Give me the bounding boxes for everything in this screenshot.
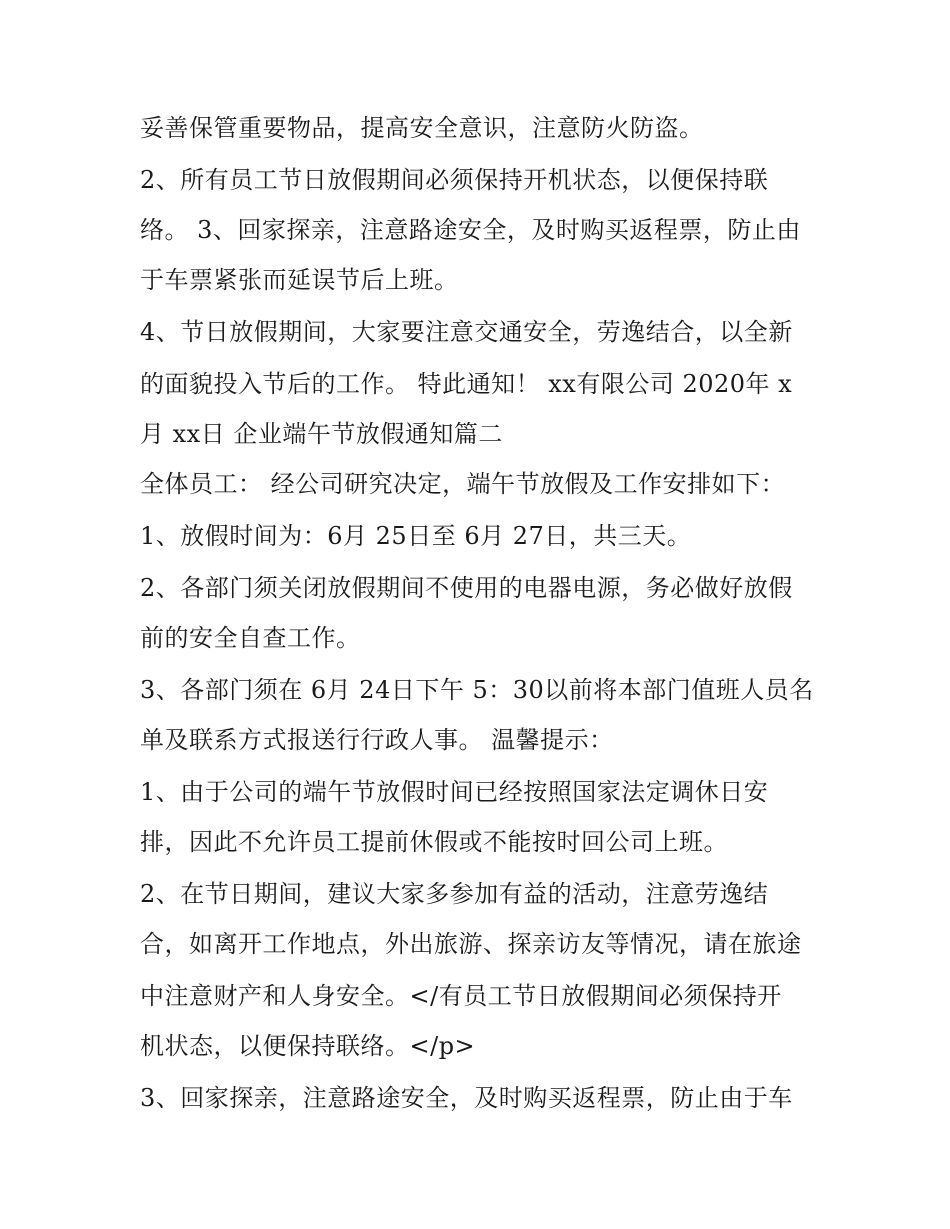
text-line: 全体员工： 经公司研究决定，端午节放假及工作安排如下： (140, 470, 786, 498)
text-line: 4、节日放假期间，大家要注意交通安全，劳逸结合，以全新 (140, 318, 793, 346)
text-line: 机状态，以便保持联络。</p> (140, 1032, 476, 1060)
text-line: 络。 3、回家探亲，注意路途安全，及时购买返程票，防止由 (140, 216, 801, 244)
text-line: 中注意财产和人身安全。</有员工节日放假期间必须保持开 (140, 982, 782, 1010)
text-line: 于车票紧张而延误节后上班。 (140, 266, 459, 294)
text-line: 2、所有员工节日放假期间必须保持开机状态，以便保持联 (140, 166, 769, 194)
text-line: 3、回家探亲，注意路途安全，及时购买返程票，防止由于车 (140, 1084, 793, 1112)
text-line: 排，因此不允许员工提前休假或不能按时回公司上班。 (140, 828, 728, 856)
text-line: 1、放假时间为：6月 25日至 6月 27日，共三天。 (140, 522, 692, 550)
text-line: 2、在节日期间，建议大家多参加有益的活动，注意劳逸结 (140, 880, 769, 908)
text-line: 2、各部门须关闭放假期间不使用的电器电源，务必做好放假 (140, 574, 793, 602)
text-line: 的面貌投入节后的工作。 特此通知！ xx有限公司 2020年 x (140, 370, 793, 398)
text-line: 3、各部门须在 6月 24日下午 5：30以前将本部门值班人员名 (140, 676, 814, 704)
text-line: 月 xx日 企业端午节放假通知篇二 (140, 420, 503, 448)
text-line: 前的安全自查工作。 (140, 624, 361, 652)
text-line: 合，如离开工作地点，外出旅游、探亲访友等情况，请在旅途 (140, 930, 802, 958)
text-line: 1、由于公司的端午节放假时间已经按照国家法定调休日安 (140, 778, 769, 806)
text-line: 单及联系方式报送行行政人事。 温馨提示： (140, 726, 614, 754)
text-line: 妥善保管重要物品，提高安全意识，注意防火防盗。 (140, 114, 704, 142)
